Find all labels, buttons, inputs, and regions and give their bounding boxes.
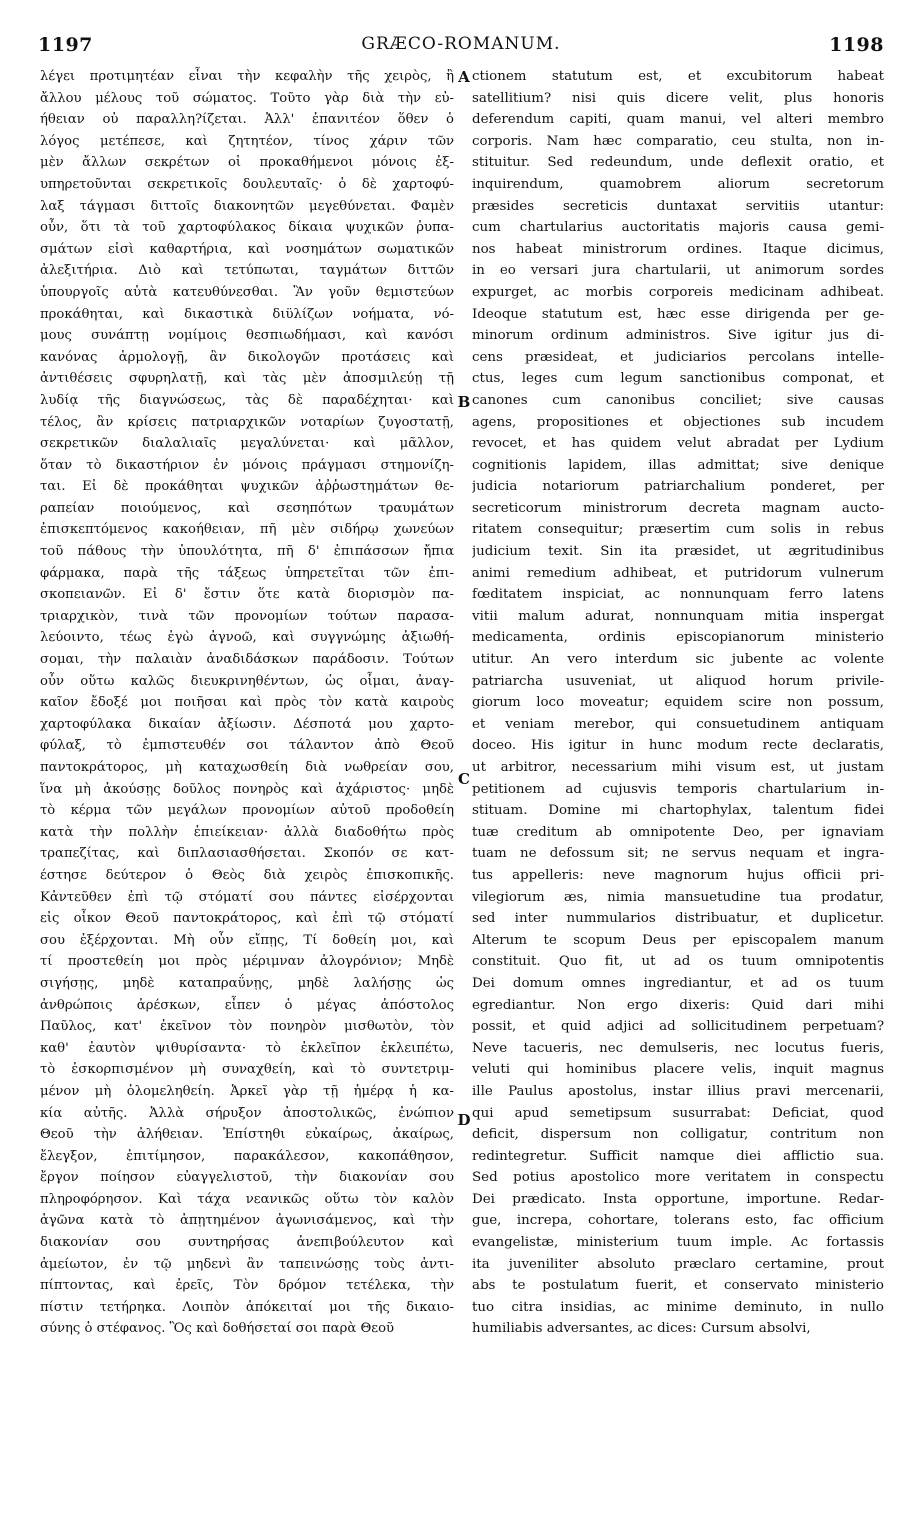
greek-text-line: ήθειαν οὐ παραλλη?ίζεται. Ἀλλ' ἐπανιτέον ὅθεν ὁ (40, 112, 454, 128)
latin-text-line: corporis. Nam hæc comparatio, ceu stulta, non in- (472, 133, 884, 149)
greek-text-line: λέγει προτιμητέαν εἶναι τὴν κεφαλὴν τῆς χειρὸς, ἢ (40, 69, 454, 84)
latin-text-line: canones cum canonibus conciliet; sive causas (472, 392, 884, 408)
latin-text-line: ille Paulus apostolus, instar illius pravi mercenarii, (472, 1083, 884, 1099)
latin-text-line: Sed potius apostolico more veritatem in conspectu (472, 1170, 884, 1186)
section-marker-c: C (458, 770, 470, 788)
section-marker-d: D (457, 1111, 471, 1129)
greek-text-line: χαρτοφύλακα δικαίαν ἀξίωσιν. Δέσποτά μου χαρτο- (40, 716, 454, 732)
latin-text-line: in eo versari jura chartularii, ut animorum sordes (472, 263, 884, 279)
latin-text-column (472, 66, 884, 1340)
greek-text-line: μένον μὴ ὁλομεληθείη. Ἀρκεῖ γὰρ τῇ ἡμέρᾳ ἡ κα- (40, 1083, 454, 1099)
greek-text-line: Θεοῦ τὴν ἀλήθειαν. Ἐπίστηθι εὐκαίρως, ἀκαίρως, (40, 1127, 454, 1143)
page-header (38, 34, 884, 62)
left-column-number: 1197 (38, 34, 93, 56)
greek-text-line: υπηρετοῦνται σεκρετικοῖς δουλευταῖς· ὁ δὲ χαρτοφύ- (40, 176, 454, 192)
latin-text-line: ut arbitror, necessarium mihi visum est, ut justam (472, 760, 884, 775)
greek-text-line: διακονίαν σου συντηρήσας ἀνεπιβούλευτον καὶ (40, 1235, 454, 1251)
latin-text-line: minorum ordinum administros. Sive igitur jus di- (472, 328, 884, 344)
latin-text-line: vilegiorum æs, nimia mansuetudine tua prodatur, (472, 889, 884, 905)
latin-text-line: qui apud semetipsum susurrabat: Deficiat, quod (472, 1105, 884, 1121)
greek-text-line: ἀλεξιτήρια. Διὸ καὶ τετύπωται, ταγμάτων διττῶν (40, 263, 454, 279)
latin-text-line: tuæ creditum ab omnipotente Deo, per ignaviam (472, 824, 884, 840)
section-marker-b: B (457, 393, 471, 411)
greek-text-line: ἀνθρώποις ἀρέσκων, εἶπεν ὁ μέγας ἀπόστολος (40, 997, 454, 1013)
greek-text-line: φάρμακα, παρὰ τῆς τάξεως ὑπηρετεῖται τῶν ἐπι- (40, 565, 454, 581)
greek-text-line: έστησε δεύτερον ὁ Θεὸς διὰ χειρὸς ἐπισκοπικῆς. (40, 867, 454, 883)
greek-text-line: σεκρετικῶν διαλαλιαῖς μεγαλύνεται· καὶ μᾶλλον, (40, 436, 454, 452)
latin-text-line: Neve tacueris, nec demulseris, nec locutus fueris, (472, 1040, 884, 1056)
latin-text-line: cum chartularius auctoritatis majoris causa gemi- (472, 220, 884, 236)
latin-text-line: præsides secreticis duntaxat servitiis utantur: (472, 198, 884, 214)
greek-text-line: πληροφόρησον. Καὶ τάχα νεανικῶς οὕτω τὸν καλὸν (40, 1191, 454, 1207)
greek-text-line: τέλος, ἂν κρίσεις πατριαρχικῶν νοταρίων ζυγοστατῇ, (40, 414, 454, 430)
greek-text-line: ἵνα μὴ ἀκούσῃς δοῦλος πονηρὸς καὶ ἀχάριστος· μηδὲ (40, 781, 454, 797)
latin-text-line: et veniam merebor, qui consuetudinem antiquam (472, 716, 884, 732)
latin-text-line: nos habeat ministrorum ordines. Itaque dicimus, (472, 241, 884, 257)
greek-text-line: ἐπισκεπτόμενος κακοήθειαν, πῆ μὲν σιδήρῳ χωνεύων (40, 522, 454, 538)
latin-text-line: agens, propositiones et objectiones sub incudem (472, 414, 884, 430)
latin-text-line: Dei prædicato. Insta opportune, importune. Redar- (472, 1191, 884, 1207)
greek-text-line: ἀγῶνα κατὰ τὸ ἀπῃτημένον ἀγωνισάμενος, καὶ τὴν (40, 1213, 454, 1229)
latin-text-line: expurget, ac morbis corporeis medicinam adhibeat. (472, 284, 884, 300)
latin-text-line: egrediantur. Non ergo dixeris: Quid dari mihi (472, 997, 884, 1013)
greek-text-line: λεύοιντο, τέως ἐγὼ ἀγνοῶ, καὶ συγγνώμης ἀξιωθή- (40, 630, 454, 646)
greek-text-column (40, 66, 454, 1340)
latin-text-line: inquirendum, quamobrem aliorum secretorum (472, 176, 884, 192)
greek-text-line: μους συνάπτῃ νομίμοις θεσπιωδήμασι, καὶ κανόσι (40, 328, 454, 344)
latin-text-line: sed inter nummularios distribuatur, et duplicetur. (472, 911, 884, 927)
latin-text-line: judicium texit. Sin ita præsidet, ut ægritudinibus (472, 544, 884, 560)
greek-text-line: ἄλλου μέλους τοῦ σώματος. Τοῦτο γὰρ διὰ τὴν εὐ- (40, 90, 454, 106)
greek-text-line: ται. Εἰ δὲ προκάθηται ψυχικῶν ἀῤῥωστημάτων θε- (40, 479, 454, 495)
latin-text-line: stituitur. Sed redeundum, unde deflexit oratio, et (472, 155, 884, 171)
greek-text-line: τριαρχικὸν, τινὰ τῶν προνομίων τούτων παρασα- (40, 608, 454, 624)
latin-text-line: ctus, leges cum legum sanctionibus componat, et (472, 371, 884, 387)
greek-text-line: ἔλεγξον, ἐπιτίμησον, παρακάλεσον, κακοπάθησον, (40, 1148, 454, 1164)
greek-text-line: σομαι, τὴν παλαιὰν ἀναδιδάσκων παράδοσιν. Τούτων (40, 652, 454, 668)
latin-text-line: abs te postulatum fuerit, et conservato ministerio (472, 1278, 884, 1294)
latin-text-line: medicamenta, ordinis episcopianorum ministerio (472, 630, 884, 646)
latin-text-line: humiliabis adversantes, ac dices: Cursum absolvi, (472, 1321, 811, 1337)
section-marker-a: A (458, 68, 470, 86)
latin-text-line: fœditatem inspiciat, ac nonnunquam ferro latens (472, 587, 884, 603)
greek-text-line: ἀμείωτον, ἐν τῷ μηδενὶ ἂν ταπεινώσῃς τοὺς ἀντι- (40, 1256, 454, 1272)
greek-text-line: μὲν ἄλλων σεκρέτων οἱ προκαθήμενοι μόνοις ἐξ- (40, 155, 454, 171)
latin-text-line: Ideoque statutum est, hæc esse dirigenda per ge- (472, 306, 884, 322)
latin-text-line: possit, et quid adjici ad sollicitudinem perpetuam? (472, 1019, 884, 1035)
latin-text-line: judicia notariorum patriarchalium ponderet, per (472, 479, 884, 495)
latin-text-line: cens præsideat, et judiciarios percolans intelle- (472, 349, 884, 365)
greek-text-line: σου ἐξέρχονται. Μὴ οὖν εἴπῃς, Τί δοθείη μοι, καὶ (40, 932, 454, 948)
greek-text-line: κία αὐτῆς. Ἀλλὰ σήρυξον ἀποστολικῶς, ἐνώπιον (40, 1105, 454, 1121)
greek-text-line: κατὰ τὴν πολλὴν ἐπιείκειαν· ἀλλὰ διαδοθήτω πρὸς (40, 824, 454, 840)
greek-text-line: τραπεζίτας, καὶ διπλασιασθήσεται. Σκοπόν σε κατ- (40, 846, 454, 862)
greek-text-line: λαξ τάγμασι διττοῖς διακονητῶν μεγεθύνεται. Φαμὲν (40, 198, 454, 214)
greek-text-line: λόγος μετέπεσε, καὶ ζητητέον, τίνος χάριν τῶν (40, 133, 454, 149)
greek-text-line: τί προστεθείη μοι πρὸς μέριμναν ἀλογρόνιον; Μηδὲ (40, 954, 454, 970)
greek-text-line: λυδίᾳ τῆς διαγνώσεως, τὰς δὲ παραδέχηται· καὶ (40, 392, 454, 408)
latin-text-line: tus appelleris: neve magnorum hujus officii pri- (472, 867, 884, 883)
greek-text-line: οὖν οὕτω καλῶς διευκρινηθέντων, ὡς οἶμαι, ἀναγ- (40, 673, 454, 689)
greek-text-line: σιγήσῃς, μηδὲ καταπραΰνῃς, μηδὲ λαλήσῃς ὡς (40, 975, 454, 991)
latin-text-line: tuo citra insidias, ac minime deminuto, in nullo (472, 1299, 884, 1315)
greek-text-line: σκοπειανῶν. Εἰ δ' ἔστιν ὅτε κατὰ διορισμὸν πα- (40, 587, 454, 603)
greek-text-line: κανόνας ἁρμολογῇ, ἂν δικολογῶν προτάσεις καὶ (40, 349, 454, 365)
greek-text-line: παντοκράτορος, μὴ καταχωσθείη διὰ νωθρείαν σου, (40, 760, 454, 775)
latin-text-line: tuam ne defossum sit; ne servus nequam et ingra- (472, 846, 884, 862)
latin-text-line: Alterum te scopum Deus per episcopalem manum (472, 932, 884, 948)
greek-text-line: πίπτοντας, καὶ ἐρεῖς, Τὸν δρόμον τετέλεκα, τὴν (40, 1278, 454, 1294)
latin-text-line: deferendum capiti, quam manui, vel alteri membro (472, 112, 884, 128)
greek-text-line: πίστιν τετήρηκα. Λοιπὸν ἀπόκειταί μοι τῆς δικαιο- (40, 1299, 454, 1315)
latin-text-line: ctionem statutum est, et excubitorum habeat (472, 69, 884, 84)
latin-text-line: deficit, dispersum non colligatur, contritum non (472, 1127, 884, 1143)
greek-text-line: τὸ ἐσκορπισμένον μὴ συναχθείη, καὶ τὸ συντετριμ- (40, 1062, 454, 1078)
greek-text-line: ἀντιθέσεις σφυρηλατῇ, καὶ τὰς μὲν ἀποσμιλεύῃ τῇ (40, 371, 454, 387)
latin-text-line: giorum loco moveatur; equidem scire non possum, (472, 695, 884, 711)
greek-text-line: ἔργον ποίησον εὐαγγελιστοῦ, τὴν διακονίαν σου (40, 1170, 454, 1186)
latin-text-line: cognitionis lapidem, illas admittat; sive denique (472, 457, 884, 473)
latin-text-line: revocet, et has quidem velut abradat per Lydium (472, 436, 884, 452)
latin-text-line: doceo. His igitur in hunc modum recte declaratis, (472, 738, 884, 754)
greek-text-line: Παῦλος, κατ' ἐκεῖνον τὸν πονηρὸν μισθωτὸν, τὸν (40, 1019, 454, 1035)
greek-text-line: ὅταν τὸ δικαστήριον ἐν μόνοις πράγμασι στημονίζη- (40, 457, 454, 473)
greek-text-line: Κἀντεῦθεν ἐπὶ τῷ στόματί σου πάντες εἰσέρχονται (40, 889, 454, 905)
latin-text-line: veluti qui hominibus placere velis, inquit magnus (472, 1062, 884, 1078)
greek-text-line: τὸ κέρμα τῶν μεγάλων προνομίων αὐτοῦ προδοθείη (40, 803, 454, 819)
greek-text-line: σύνης ὁ στέφανος. Ὃς καὶ δοθήσεταί σοι παρὰ Θεοῦ (40, 1321, 395, 1337)
latin-text-line: secreticorum ministrorum decreta magnam aucto- (472, 500, 884, 516)
latin-text-line: ita juveniliter absoluto præclaro certamine, prout (472, 1256, 884, 1272)
latin-text-line: satellitium? nisi quis dicere velit, plus honoris (472, 90, 884, 106)
greek-text-line: ὑπουργοῖς αὐτὰ κατευθύνεσθαι. Ἂν γοῦν θεμιστεύων (40, 284, 454, 300)
greek-text-line: φύλαξ, τὸ ἐμπιστευθέν σοι τάλαντον ἀπὸ Θεοῦ (40, 738, 454, 754)
latin-text-line: constituit. Quo fit, ut ad os tuum omnipotentis (472, 954, 884, 970)
greek-text-line: προκάθηται, καὶ δικαστικὰ διϋλίζων νοήματα, νό- (40, 306, 454, 322)
latin-text-line: animi remedium adhibeat, et putridorum vulnerum (472, 565, 884, 581)
latin-text-line: vitii malum adurat, nonnunquam mitia inspergat (472, 608, 884, 624)
latin-text-line: gue, increpa, cohortare, tolerans esto, fac officium (472, 1213, 884, 1229)
latin-text-line: Dei domum omnes ingrediantur, et ad os tuum (472, 975, 884, 991)
latin-text-line: stituam. Domine mi chartophylax, talentum fidei (472, 803, 884, 819)
greek-text-line: τοῦ πάθους τὴν ὑπουλότητα, πῆ δ' ἐπιπάσσων ἤπια (40, 544, 454, 560)
latin-text-line: utitur. An vero interdum sic jubente ac volente (472, 652, 884, 668)
latin-text-line: ritatem consequitur; præsertim cum solis in rebus (472, 522, 884, 538)
greek-text-line: καῖον ἔδοξέ μοι ποιῆσαι καὶ πρὸς τὸν κατὰ καιροὺς (40, 695, 454, 711)
greek-text-line: σμάτων εἰσὶ καθαρτήρια, καὶ νοσημάτων σωματικῶν (40, 241, 454, 257)
greek-text-line: καθ' ἑαυτὸν ψιθυρίσαντα· τὸ ἐκλεῖπον ἐκλειπέτω, (40, 1040, 454, 1056)
right-column-number: 1198 (829, 34, 884, 56)
latin-text-line: petitionem ad cujusvis temporis chartularium in- (472, 781, 884, 797)
latin-text-line: patriarcha usuveniat, ut aliquod horum privile- (472, 673, 884, 689)
latin-text-line: redintegretur. Sufficit namque diei afflictio sua. (472, 1148, 884, 1164)
running-title: GRÆCO-ROMANUM. (361, 34, 561, 54)
latin-text-line: evangelistæ, ministerium tuum imple. Ac fortassis (472, 1235, 884, 1251)
greek-text-line: εἰς οἶκον Θεοῦ παντοκράτορος, καὶ ἐπὶ τῷ στόματί (40, 911, 454, 927)
greek-text-line: οὖν, ὅτι τὰ τοῦ χαρτοφύλακος δίκαια ψυχικῶν ῥυπα- (40, 220, 454, 236)
greek-text-line: ραπείαν ποιούμενος, καὶ σεσηπότων τραυμάτων (40, 500, 454, 516)
